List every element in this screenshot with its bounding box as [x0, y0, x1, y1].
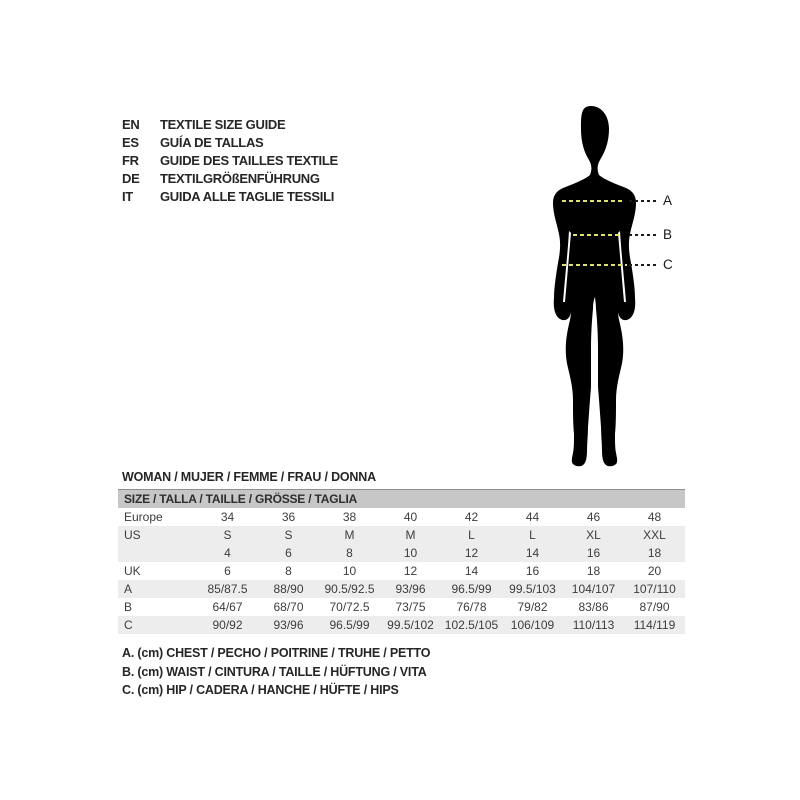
table-cell: 114/119 — [633, 618, 676, 632]
language-row-es — [122, 134, 338, 152]
table-cell: 14 — [464, 564, 479, 578]
row-label: UK — [124, 564, 141, 578]
language-row-fr — [122, 152, 338, 170]
table-header: SIZE / TALLA / TAILLE / GRÖSSE / TAGLIA — [118, 489, 685, 508]
table-cell: 42 — [464, 510, 479, 524]
measure-line-a-on-body — [562, 200, 624, 202]
table-cell: 90/92 — [212, 618, 243, 632]
table-cell: 18 — [586, 564, 601, 578]
table-caption: WOMAN / MUJER / FEMME / FRAU / DONNA — [122, 470, 376, 484]
table-cell: 70/72.5 — [329, 600, 370, 614]
language-code: EN — [122, 117, 140, 132]
measure-label-c: C — [663, 257, 673, 272]
table-cell: 10 — [403, 546, 418, 560]
table-cell: 14 — [525, 546, 540, 560]
measure-line-b-leader — [629, 234, 657, 236]
table-cell: 6 — [224, 564, 231, 578]
table-row-europe — [118, 508, 685, 526]
language-label: GUIDA ALLE TAGLIE TESSILI — [160, 189, 335, 204]
language-label: TEXTILGRÖßENFÜHRUNG — [160, 171, 320, 186]
legend-line-waist: B. (cm) WAIST / CINTURA / TAILLE / HÜFTUNG / VITA — [122, 664, 427, 679]
table-cell: L — [468, 528, 475, 542]
measure-label-b: B — [663, 227, 673, 242]
table-cell: M — [344, 528, 355, 542]
table-row-us-numeric — [118, 544, 685, 562]
table-cell: 99.5/103 — [509, 582, 556, 596]
table-cell: 4 — [224, 546, 231, 560]
table-cell: 64/67 — [212, 600, 243, 614]
table-cell: 79/82 — [517, 600, 548, 614]
table-cell: S — [284, 528, 293, 542]
table-cell: L — [529, 528, 536, 542]
table-cell: 38 — [342, 510, 357, 524]
table-cell: 48 — [647, 510, 662, 524]
woman-silhouette — [548, 95, 648, 475]
table-cell: 73/75 — [395, 600, 426, 614]
language-row-it — [122, 188, 338, 206]
table-cell: 36 — [281, 510, 296, 524]
table-row-us — [118, 526, 685, 544]
language-code: IT — [122, 189, 133, 204]
table-cell: 90.5/92.5 — [324, 582, 375, 596]
table-cell: 20 — [647, 564, 662, 578]
measure-line-c-on-body — [562, 264, 627, 266]
table-cell: 8 — [346, 546, 353, 560]
table-row-uk — [118, 562, 685, 580]
table-cell: 46 — [586, 510, 601, 524]
legend-line-chest: A. (cm) CHEST / PECHO / POITRINE / TRUHE / PETTO — [122, 646, 431, 660]
table-cell: 104/107 — [571, 582, 616, 596]
language-code: FR — [122, 153, 139, 168]
table-cell: 10 — [342, 564, 357, 578]
table-cell: 18 — [647, 546, 662, 560]
table-cell: 93/96 — [273, 618, 304, 632]
table-cell: 6 — [285, 546, 292, 560]
language-code: ES — [122, 135, 139, 150]
table-cell: 102.5/105 — [444, 618, 499, 632]
language-label: GUÍA DE TALLAS — [160, 135, 264, 150]
table-cell: 12 — [403, 564, 418, 578]
row-label: US — [124, 528, 141, 542]
table-row-chest-a — [118, 580, 685, 598]
table-cell: 99.5/102 — [387, 618, 434, 632]
table-cell: 16 — [525, 564, 540, 578]
table-cell: 8 — [285, 564, 292, 578]
table-cell: 76/78 — [456, 600, 487, 614]
table-cell: 88/90 — [273, 582, 304, 596]
row-label: Europe — [124, 510, 163, 524]
table-row-hip-c — [118, 616, 685, 634]
measure-line-a-leader — [629, 200, 657, 202]
language-label: TEXTILE SIZE GUIDE — [160, 117, 286, 132]
legend-line-hip: C. (cm) HIP / CADERA / HANCHE / HÜFTE / HIPS — [122, 683, 399, 697]
size-table — [118, 489, 685, 634]
table-cell: 87/90 — [639, 600, 670, 614]
table-cell: 106/109 — [510, 618, 555, 632]
row-label: B — [124, 600, 133, 614]
table-row-waist-b — [118, 598, 685, 616]
table-cell: 68/70 — [273, 600, 304, 614]
table-cell: 16 — [586, 546, 601, 560]
table-cell: XXL — [643, 528, 666, 542]
table-cell: 96.5/99 — [451, 582, 492, 596]
measurement-legend — [122, 644, 430, 700]
table-cell: 85/87.5 — [207, 582, 248, 596]
language-row-de — [122, 170, 338, 188]
measure-line-c-leader — [629, 264, 657, 266]
language-code: DE — [122, 171, 140, 186]
language-row-en — [122, 116, 338, 134]
table-cell: 83/86 — [578, 600, 609, 614]
table-cell: 96.5/99 — [329, 618, 370, 632]
table-cell: XL — [586, 528, 601, 542]
table-cell: 40 — [403, 510, 418, 524]
row-label: C — [124, 618, 133, 632]
row-label — [118, 544, 197, 562]
table-cell: 44 — [525, 510, 540, 524]
table-cell: 12 — [464, 546, 479, 560]
table-cell: M — [405, 528, 416, 542]
table-cell: 107/110 — [633, 582, 676, 596]
row-label: A — [124, 582, 133, 596]
measure-label-a: A — [663, 193, 673, 208]
language-title-block — [122, 116, 338, 206]
table-cell: 93/96 — [395, 582, 426, 596]
language-label: GUIDE DES TAILLES TEXTILE — [160, 153, 338, 168]
table-cell: S — [223, 528, 232, 542]
measure-line-b-on-body — [573, 234, 619, 236]
table-cell: 34 — [220, 510, 235, 524]
table-cell: 110/113 — [572, 618, 615, 632]
